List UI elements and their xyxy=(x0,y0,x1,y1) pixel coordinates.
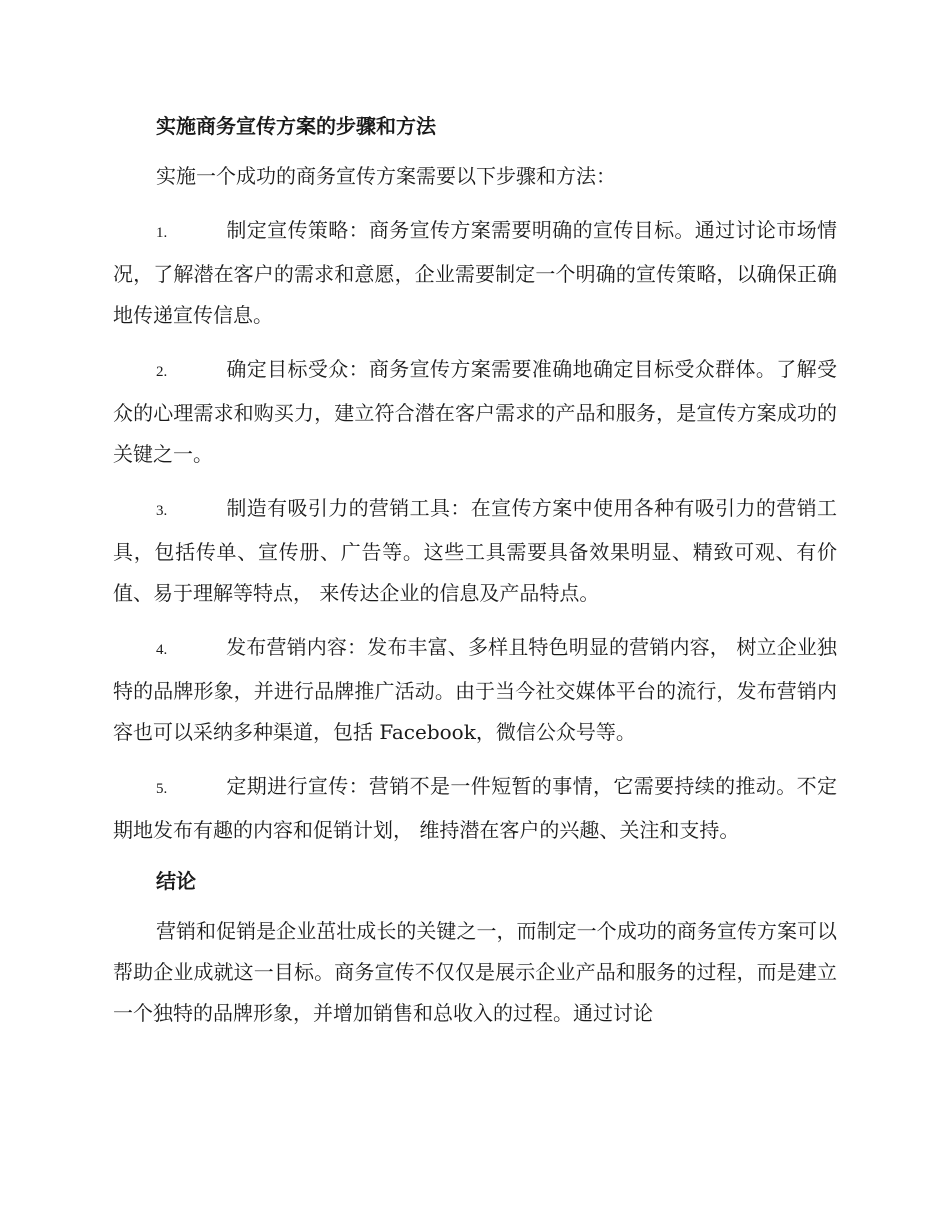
list-item-text: 发布营销内容：发布丰富、多样且特色明显的营销内容， 树立企业独特的品牌形象，并进行品牌推广活动。由于当今社交媒体平台的流行，发布营销内容也可以采纳多种渠道，包括 Facebook，微信公众号等。 xyxy=(113,635,837,744)
conclusion-paragraph: 营销和促销是企业茁壮成长的关键之一，而制定一个成功的商务宣传方案可以帮助企业成就这一目标。商务宣传不仅仅是展示企业产品和服务的过程，而是建立一个独特的品牌形象，并增加销售和总收入的过程。通过讨论 xyxy=(113,919,837,1025)
document-page xyxy=(113,106,837,1034)
list-item-text: 确定目标受众：商务宣传方案需要准确地确定目标受众群体。了解受众的心理需求和购买力，建立符合潜在客户需求的产品和服务，是宣传方案成功的关键之一。 xyxy=(113,357,837,466)
section-heading-conclusion: 结论 xyxy=(156,869,196,893)
list-item xyxy=(113,488,837,614)
list-item xyxy=(113,766,837,851)
list-item-number: 3. xyxy=(156,503,168,519)
list-item xyxy=(113,210,837,336)
list-item-text: 定期进行宣传：营销不是一件短暂的事情，它需要持续的推动。不定期地发布有趣的内容和促销计划， 维持潜在客户的兴趣、关注和支持。 xyxy=(113,774,837,842)
list-item xyxy=(113,627,837,753)
list-item-text: 制造有吸引力的营销工具：在宣传方案中使用各种有吸引力的营销工具，包括传单、宣传册、广告等。这些工具需要具备效果明显、精致可观、有价值、易于理解等特点， 来传达企业的信息及产品特点。 xyxy=(113,496,837,605)
list-item-number: 4. xyxy=(156,642,168,658)
list-item xyxy=(113,349,837,475)
list-item-number: 2. xyxy=(156,364,168,380)
list-item-text: 制定宣传策略：商务宣传方案需要明确的宣传目标。通过讨论市场情况，了解潜在客户的需求和意愿，企业需要制定一个明确的宣传策略，以确保正确地传递宣传信息。 xyxy=(113,218,837,327)
section-heading-implementation: 实施商务宣传方案的步骤和方法 xyxy=(156,114,436,138)
list-item-number: 1. xyxy=(156,225,168,241)
intro-paragraph: 实施一个成功的商务宣传方案需要以下步骤和方法： xyxy=(156,164,616,188)
list-item-number: 5. xyxy=(156,781,168,797)
